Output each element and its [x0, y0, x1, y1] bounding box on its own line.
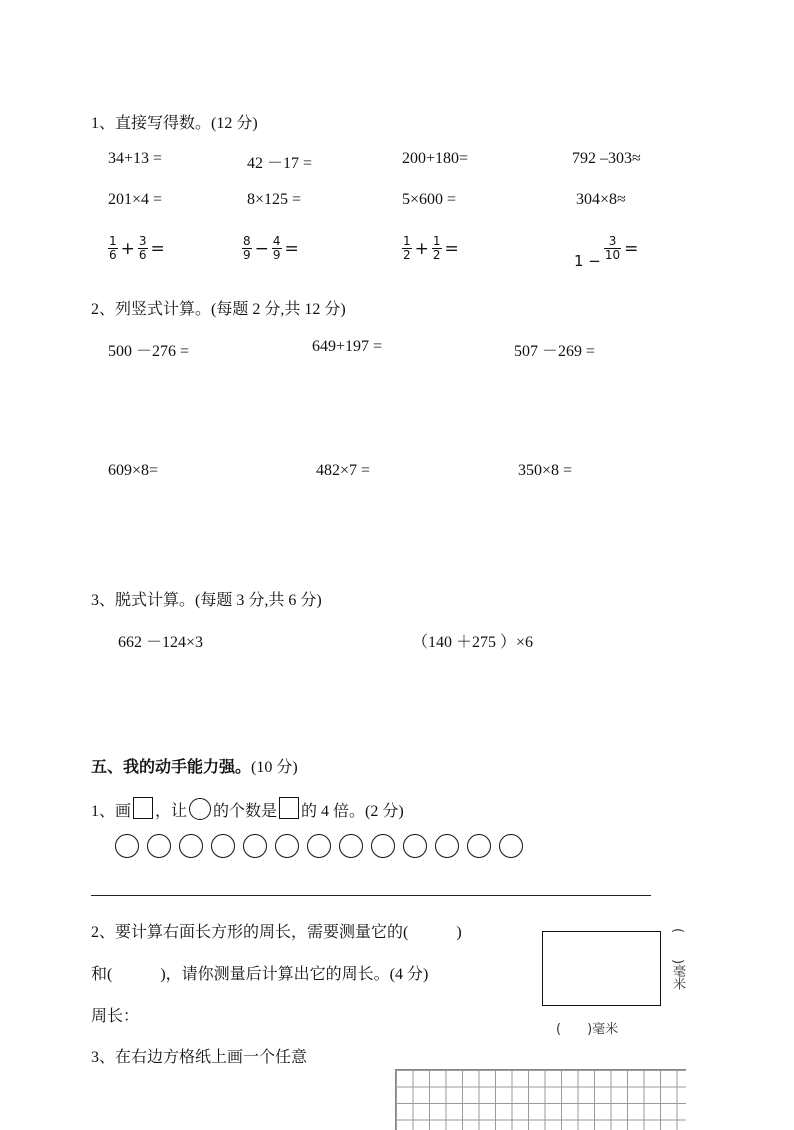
equals: = — [284, 238, 299, 259]
square-icon — [279, 797, 299, 819]
operator: − — [254, 238, 269, 259]
grid-paper[interactable] — [395, 1069, 686, 1130]
q2-line2: 和( )，请你测量后计算出它的周长。(4 分) — [91, 966, 429, 983]
circle-icon — [243, 834, 267, 858]
operator: + — [414, 238, 429, 259]
step-calc-problem: （140 ＋275 ）×6 — [412, 634, 534, 651]
vertical-calc-problem: 482×7 = — [316, 462, 371, 479]
q1-text: 的 4 倍。(2 分) — [301, 803, 404, 820]
q2-line1: 2、要计算右面长方形的周长，需要测量它的( ) — [91, 924, 462, 941]
oral-problem: 304×8≈ — [576, 191, 626, 208]
fraction: $\frac{4}{9}$ — [272, 234, 281, 262]
oral-problem: 34+13 = — [108, 150, 163, 167]
fraction: $\frac{8}{9}$ — [243, 234, 251, 262]
fraction-problem — [402, 235, 459, 262]
circle-icon — [339, 834, 363, 858]
vertical-calc-problem: 609×8= — [108, 462, 159, 479]
fraction: $\frac{3}{10}$ — [604, 234, 621, 262]
fraction: $\frac{1}{2}$ — [432, 234, 441, 262]
answer-line — [91, 895, 651, 896]
rectangle-figure — [542, 931, 661, 1006]
circle-icon — [115, 834, 139, 858]
vertical-calc-problem: 507 －269 = — [514, 343, 596, 360]
circle-icon — [403, 834, 427, 858]
section1-heading: 1、直接写得数。(12 分) — [91, 115, 258, 132]
fraction-problem — [574, 234, 639, 270]
circle-icon — [467, 834, 491, 858]
oral-problem: 200+180= — [402, 150, 469, 167]
operand: 1 − — [574, 251, 601, 270]
equals: = — [150, 238, 165, 259]
circle-row — [115, 834, 523, 858]
q1-prompt — [91, 797, 404, 821]
circle-icon — [435, 834, 459, 858]
fraction: $\frac{1}{6}$ — [109, 234, 117, 262]
section2-heading: 2、列竖式计算。(每题 2 分,共 12 分) — [91, 301, 346, 318]
circle-icon — [307, 834, 331, 858]
circle-icon — [371, 834, 395, 858]
section5-score: (10 分) — [251, 759, 298, 776]
q1-text: 1、画 — [91, 803, 132, 820]
vertical-calc-problem: 500 －276 = — [108, 343, 190, 360]
oral-problem: 201×4 = — [108, 191, 163, 208]
step-calc-problem: 662 －124×3 — [118, 634, 204, 651]
circle-icon — [275, 834, 299, 858]
fraction-problem — [242, 235, 299, 262]
q3-line1: 3、在右边方格纸上画一个任意 — [91, 1049, 308, 1066]
q2-line3: 周长： — [91, 1008, 140, 1025]
section5-title: 五、我的动手能力强。 — [91, 759, 252, 776]
fraction-problem — [108, 235, 165, 262]
q1-text: ，让 — [155, 803, 188, 820]
fraction: $\frac{3}{6}$ — [138, 234, 147, 262]
equals: = — [624, 238, 639, 259]
oral-problem: 8×125 = — [247, 191, 302, 208]
side-length-label: ( )毫米 — [670, 928, 685, 991]
circle-icon — [189, 798, 211, 820]
circle-icon — [499, 834, 523, 858]
oral-problem: 42 －17 = — [247, 155, 313, 172]
oral-problem: 792 –303≈ — [572, 150, 641, 167]
bottom-length-label: ( )毫米 — [556, 1022, 619, 1037]
vertical-calc-problem: 350×8 = — [518, 462, 573, 479]
section5-heading — [91, 754, 298, 777]
section3-heading: 3、脱式计算。(每题 3 分,共 6 分) — [91, 592, 322, 609]
operator: + — [120, 238, 135, 259]
square-icon — [133, 797, 153, 819]
circle-icon — [211, 834, 235, 858]
oral-problem: 5×600 = — [402, 191, 457, 208]
vertical-calc-problem: 649+197 = — [312, 338, 383, 355]
circle-icon — [179, 834, 203, 858]
circle-icon — [147, 834, 171, 858]
equals: = — [444, 238, 459, 259]
q1-text: 的个数是 — [213, 803, 278, 820]
fraction: $\frac{1}{2}$ — [403, 234, 411, 262]
